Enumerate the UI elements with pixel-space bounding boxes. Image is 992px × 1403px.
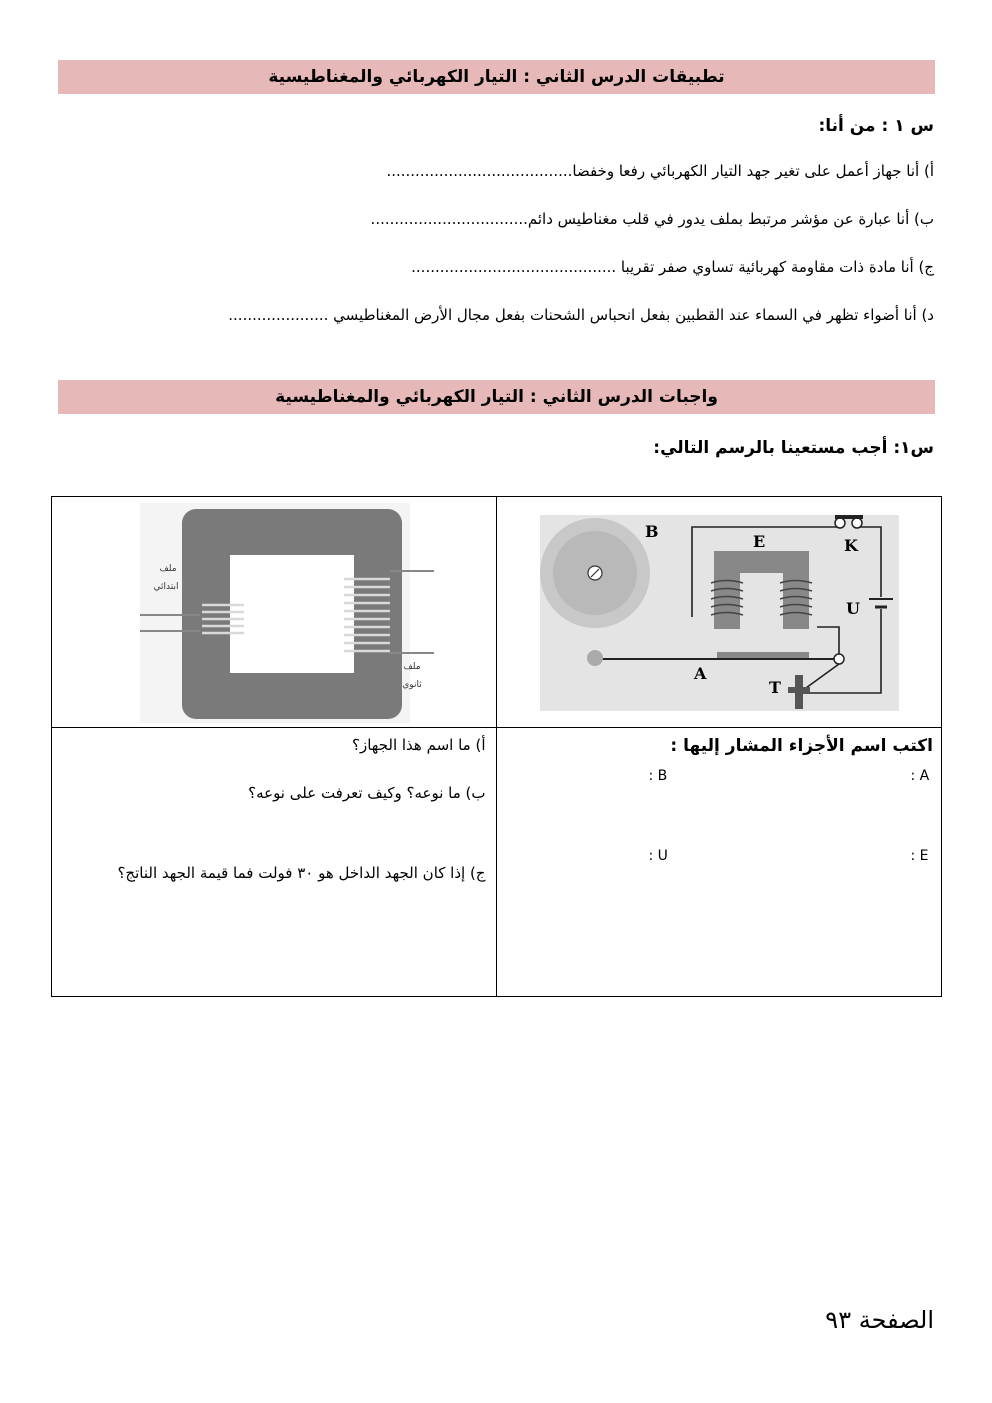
answer-e-label: : E — [910, 848, 929, 864]
transformer-question-c: ج) إذا كان الجهد الداخل هو ٣٠ فولت فما قيمة الجهد الناتج؟ — [117, 864, 486, 882]
section1-item-c: ج) أنا مادة ذات مقاومة كهربائية تساوي صفر تقريبا ........................................... — [411, 258, 934, 276]
secondary-label-2: ثانوي — [402, 680, 422, 690]
primary-label-2: ابتدائي — [153, 582, 179, 592]
transformer-question-a: أ) ما اسم هذا الجهاز؟ — [352, 736, 486, 754]
section2-title-band — [58, 380, 935, 414]
answer-u-label: : U — [648, 848, 668, 864]
answer-b-label: : B — [648, 768, 668, 784]
bell-parts-heading: اكتب اسم الأجزاء المشار إليها : — [670, 736, 933, 756]
transformer-questions-cell — [52, 728, 497, 997]
section1-title: تطبيقات الدرس الثاني : التيار الكهربائي والمغناطيسية — [268, 67, 725, 87]
answer-a-label: : A — [910, 768, 930, 784]
bell-label-b: B — [644, 522, 659, 541]
section1-title-band — [58, 60, 935, 94]
bell-label-t: T — [768, 678, 781, 697]
transformer-question-b: ب) ما نوعه؟ وكيف تعرفت على نوعه؟ — [248, 784, 486, 802]
primary-label-1: ملف — [159, 564, 177, 574]
section1-question: س ١ : من أنا: — [818, 116, 934, 136]
transformer-cell — [52, 497, 497, 728]
section1-item-a: أ) أنا جهاز أعمل على تغير جهد التيار الكهربائي رفعا وخفضا....................................... — [386, 162, 934, 180]
secondary-label-1: ملف — [403, 662, 421, 672]
bell-label-u: U — [845, 599, 860, 618]
electric-bell-diagram — [497, 497, 943, 727]
bell-label-k: K — [843, 536, 858, 555]
page-number: الصفحة ٩٣ — [825, 1306, 934, 1334]
transformer-diagram — [52, 497, 497, 727]
section1-item-b: ب) أنا عبارة عن مؤشر مرتبط بملف يدور في قلب مغناطيس دائم................................. — [370, 210, 934, 228]
section2-title: واجبات الدرس الثاني : التيار الكهربائي والمغناطيسية — [275, 387, 718, 407]
section2-question: س١: أجب مستعينا بالرسم التالي: — [653, 438, 934, 458]
section1-item-d: د) أنا أضواء تظهر في السماء عند القطبين بفعل انحباس الشحنات بفعل مجال الأرض المغناطيسي ..................... — [228, 306, 934, 324]
bell-parts-cell — [496, 728, 942, 997]
question-table — [51, 496, 942, 997]
bell-label-e: E — [752, 532, 765, 551]
bell-cell — [496, 497, 942, 728]
bell-label-a: A — [693, 664, 706, 683]
